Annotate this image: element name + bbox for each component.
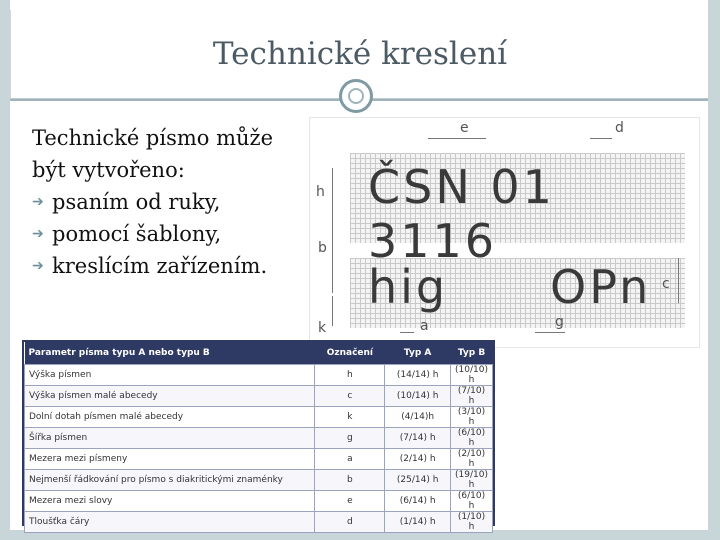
intro-line-1: Technické písmo může: [32, 126, 274, 150]
table-cell: (19/10) h: [451, 470, 493, 491]
dimension-label-a: a: [420, 318, 429, 334]
table-cell: (14/14) h: [385, 365, 451, 386]
lettering-parameters-table: [22, 340, 495, 532]
dimension-line-h: [332, 168, 333, 223]
table-cell: (10/10) h: [451, 365, 493, 386]
lettering-sample-line-1: ČSN 01 3116: [368, 160, 555, 268]
intro-line-2: být vytvořeno:: [32, 158, 185, 182]
table-cell: (7/10) h: [451, 386, 493, 407]
table-cell: Výška písmen: [25, 365, 315, 386]
table-cell: Mezera mezi písmeny: [25, 449, 315, 470]
lettering-sample-line-2-right: OPn: [550, 260, 652, 314]
table-cell: Mezera mezi slovy: [25, 491, 315, 512]
slide-body-text: [32, 122, 322, 282]
table-cell: g: [315, 428, 385, 449]
slide-left-border: [0, 0, 10, 540]
dimension-line-b: [332, 223, 333, 293]
dimension-label-c: c: [662, 276, 670, 292]
bullet-item: [32, 250, 322, 282]
table-cell: e: [315, 491, 385, 512]
table-cell: d: [315, 512, 385, 533]
dimension-line-a: [400, 332, 414, 333]
table-cell: (1/14) h: [385, 512, 451, 533]
table-header-parameter: Parametr písma typu A nebo typu B: [25, 342, 315, 365]
dimension-line-d: [590, 138, 612, 139]
table-row: [25, 470, 493, 491]
table-cell: (6/10) h: [451, 428, 493, 449]
lettering-figure: [309, 117, 700, 348]
bullet-item: [32, 186, 322, 218]
dimension-label-k: k: [318, 320, 327, 336]
table-row: [25, 407, 493, 428]
table-cell: (25/14) h: [385, 470, 451, 491]
table-cell: c: [315, 386, 385, 407]
bullet-text: psaním od ruky,: [52, 190, 221, 214]
table-row: [25, 386, 493, 407]
dimension-line-e: [428, 138, 486, 139]
table-row: [25, 428, 493, 449]
bullet-arrow-icon: ➔: [32, 226, 44, 242]
table-header-type-b: Typ B: [451, 342, 493, 365]
table-cell: (2/14) h: [385, 449, 451, 470]
table-row: [25, 449, 493, 470]
table-cell: Šířka písmen: [25, 428, 315, 449]
slide-right-border: [708, 0, 720, 540]
table-cell: (4/14)h: [385, 407, 451, 428]
table-cell: (6/10) h: [451, 491, 493, 512]
table-row: [25, 365, 493, 386]
lettering-sample-line-2-left: hig: [368, 260, 449, 314]
dimension-line-g: [535, 332, 565, 333]
dimension-label-b: b: [318, 240, 327, 256]
bullet-arrow-icon: ➔: [32, 258, 44, 274]
table-cell: (1/10) h: [451, 512, 493, 533]
table-header-row: [25, 342, 493, 365]
dimension-label-h: h: [316, 184, 325, 200]
table-header-type-a: Typ A: [385, 342, 451, 365]
parameters-table: [24, 342, 493, 533]
table-cell: (3/10) h: [451, 407, 493, 428]
table-cell: (6/14) h: [385, 491, 451, 512]
table-cell: Tloušťka čáry: [25, 512, 315, 533]
table-cell: (10/14) h: [385, 386, 451, 407]
bullet-text: kreslícím zařízením.: [52, 254, 268, 278]
bullet-arrow-icon: ➔: [32, 194, 44, 210]
dimension-line-k: [332, 296, 333, 326]
circle-ornament-icon: [339, 79, 373, 113]
dimension-label-e: e: [460, 120, 469, 136]
table-header-designation: Označení: [315, 342, 385, 365]
slide-title: Technické kreslení: [212, 36, 508, 72]
dimension-label-g: g: [555, 314, 564, 330]
table-row: [25, 512, 493, 533]
dimension-label-d: d: [615, 120, 624, 136]
dimension-line-c: [678, 258, 679, 303]
table-row: [25, 491, 493, 512]
table-cell: h: [315, 365, 385, 386]
circle-inner-icon: [348, 88, 364, 104]
table-cell: (2/10) h: [451, 449, 493, 470]
table-cell: k: [315, 407, 385, 428]
table-cell: (7/14) h: [385, 428, 451, 449]
table-cell: Výška písmen malé abecedy: [25, 386, 315, 407]
table-cell: Dolní dotah písmen malé abecedy: [25, 407, 315, 428]
bullet-text: pomocí šablony,: [52, 222, 222, 246]
table-cell: a: [315, 449, 385, 470]
table-cell: Nejmenší řádkování pro písmo s diakritickými znaménky: [25, 470, 315, 491]
table-cell: b: [315, 470, 385, 491]
bullet-item: [32, 218, 322, 250]
